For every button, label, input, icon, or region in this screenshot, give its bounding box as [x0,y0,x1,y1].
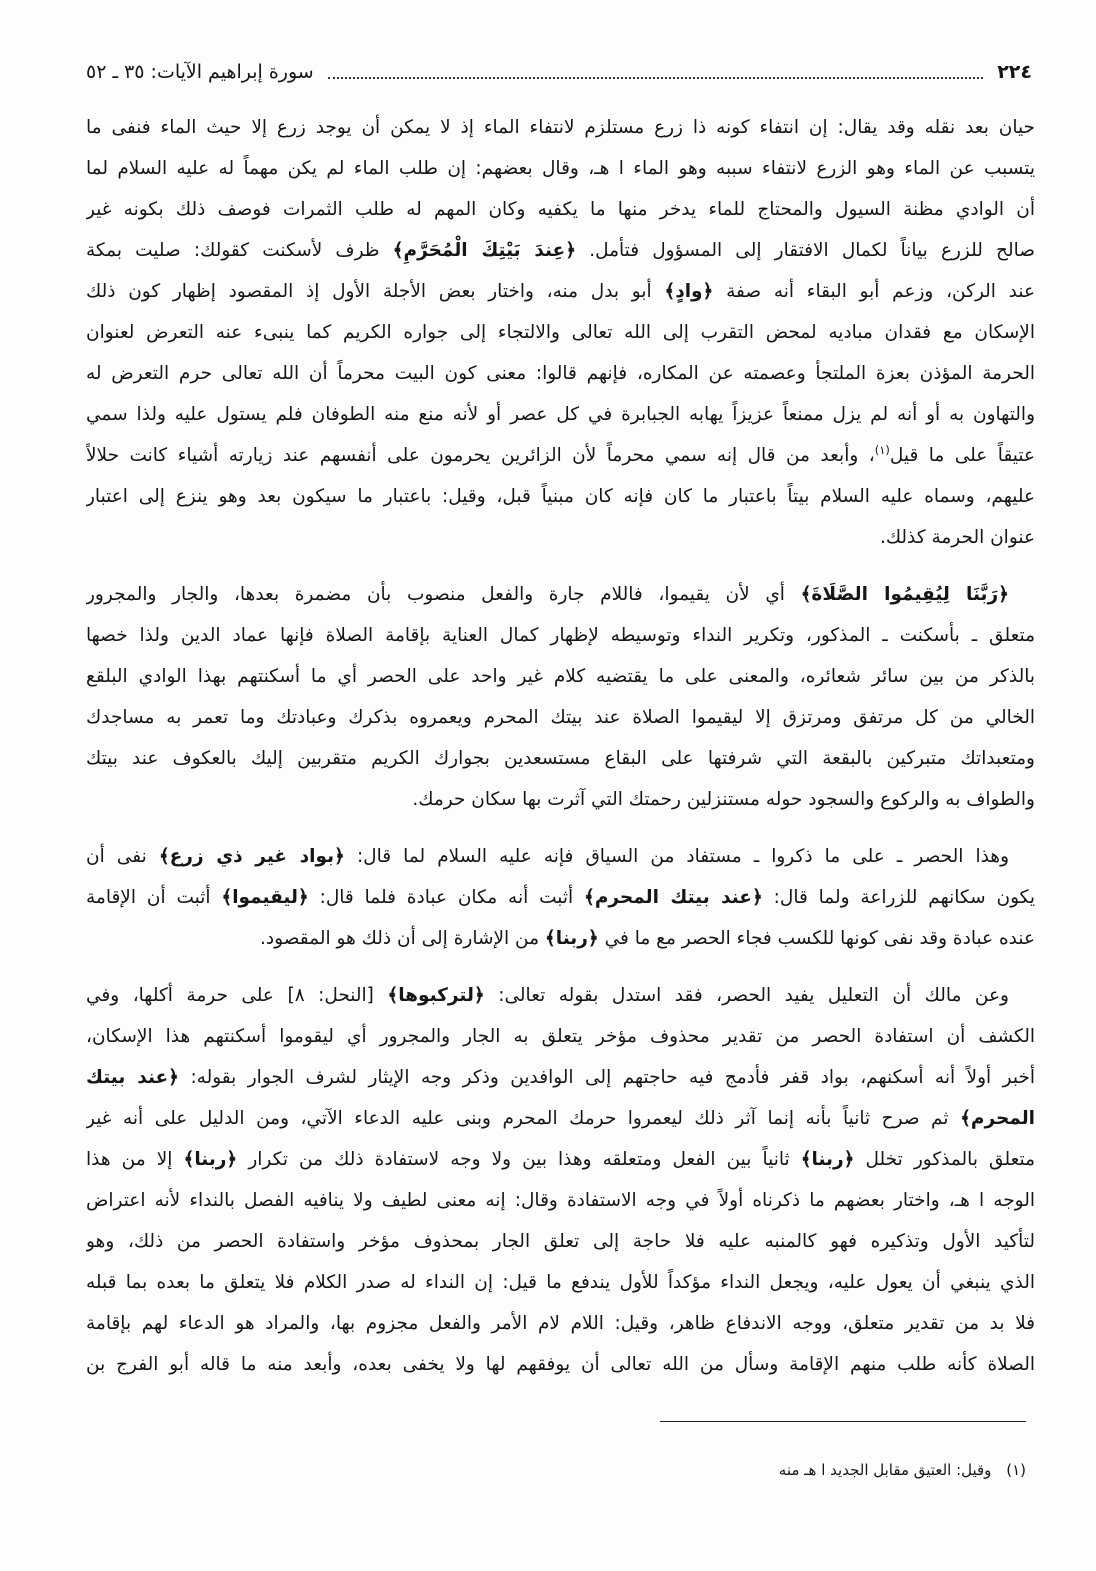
quran-quote: ﴿بواد غير ذي زرع﴾ [158,846,345,867]
text-run: الإسكان مع فقدان مباديه لمحض التقرب إلى الله تعالى والالتجاء إلى جواره الكريم كما ينبىء عنه التعرض لعنوان [86,322,1035,343]
text-line [86,877,1035,918]
text-run: الصلاة كأنه طلب منهم الإقامة وسأل من الله تعالى أن يوفقهم لها ولا يخفى بعده، وأبعد منه ما قاله أبو الفرج بن [86,1354,1035,1375]
text-line [86,1016,1035,1057]
text-line [86,1344,1035,1385]
text-run: عتيقاً على ما قيل [889,445,1035,466]
text-line [86,107,1035,148]
text-line [86,435,1035,476]
running-title: سورة إبراهيم الآيات: ٣٥ ـ ٥٢ [86,61,314,83]
text-run: وهذا الحصر ـ على ما ذكروا ـ مستفاد من السياق فإنه عليه السلام لما قال: [344,846,1010,867]
quran-quote: المحرم﴾ [960,1108,1035,1129]
footnote-text: وقيل: العتيق مقابل الجديد ا هـ منه [778,1461,992,1479]
text-run: نفى أن [86,846,159,867]
text-line [86,738,1035,779]
text-line [86,697,1035,738]
text-run: والتهاون به أو أنه لم يزل ممنعاً عزيزاً يهابه الجبابرة في كل عصر أو لأنه منع منه الطوفان فلم يستول عليه ولذا سمي [86,404,1035,425]
text-run: أبو بدل منه، واختار بعض الأجلة الأول إذ المقصود إظهار كون ذلك [86,281,665,302]
text-run: عنوان الحرمة كذلك. [879,527,1035,548]
text-run: عليهم، وسماه عليه السلام بيتاً باعتبار ما كان فإنه كان مبنياً قبل، وقيل: باعتبار ما سيكون بعد وهو ينزع إلى اعتبار [86,486,1035,507]
text-run: أن الوادي مظنة السيول والمحتاج للماء يدخر منها ما يكفيه وكان المهم له طلب الثمرات فوصف ذلك بكونه غير [86,199,1035,220]
text-run: أثبت أن الإقامة [86,887,222,908]
text-run: أخبر أولاً أنه أسكنهم، بواد قفر فأدمج فيه حاجتهم إلى الوافدين وذكر وجه الإيثار لشرف الجوار بقوله: [179,1067,1035,1088]
text-line [86,836,1035,877]
text-run: [النحل: ٨] على حرمة أكلها، وفي [86,985,388,1006]
text-run: حيان بعد نقله وقد يقال: إن انتفاء كونه ذا زرع مستلزم لانتفاء الماء إذ لا يمكن أن يوجد زرع إلا حيث الماء فنفى ما [86,117,1035,138]
quran-quote: ﴿وادٍ﴾ [664,281,714,302]
footnotes [560,1456,1026,1484]
quran-quote: ﴿عند بيتك المحرم﴾ [584,887,763,908]
footnote-marker: (١) [874,442,890,457]
running-header [86,58,1032,86]
text-run: وعن مالك أن التعليل يفيد الحصر، فقد استدل بقوله تعالى: [484,985,1009,1006]
text-run: الذي ينبغي أن يعول عليه، ويجعل النداء مؤكداً للأول يندفع ما قيل: إن النداء له صدر الكلام فلا يتعلق ما بعده بما قبله [86,1272,1035,1293]
paragraph [86,574,1035,820]
text-line [86,517,1035,558]
text-run: بالذكر من بين سائر شعائره، والمعنى على ما يقتضيه كلام غير واحد على الحصر أي ما أسكنتهم بهذا الوادي البلقع [86,666,1035,687]
text-line [86,476,1035,517]
main-text [86,107,1035,1385]
text-line [86,1098,1035,1139]
paragraph [86,107,1035,558]
text-run: إلا من هذا [86,1149,184,1170]
quran-quote: ﴿عِندَ بَيْتِكَ الْمُحَرَّمِ﴾ [392,240,577,261]
text-line [86,312,1035,353]
text-run: فلا بد من تقدير متعلق، ووجه الاندفاع ظاهر، وقيل: اللام لام الأمر والفعل مجزوم بها، والمراد هو الدعاء لهم بإقامة [86,1313,1035,1334]
text-line [86,394,1035,435]
text-run: يتسبب عن الماء وهو الزرع لانتفاء سببه وهو الماء ا هـ، وقال بعضهم: إن طلب الماء لم يكن مهماً له عليه السلام لما [86,158,1035,179]
text-line [86,918,1035,959]
quran-quote: ﴿لتركبوها﴾ [387,985,485,1006]
dot-leader [328,77,984,79]
text-line [86,189,1035,230]
text-line [86,779,1035,820]
text-run: الوجه ا هـ، واختار بعضهم ما ذكرناه أولاً في وجه الاستفادة وقال: إنه معنى لطيف ولا ينافيه الفصل بالنداء لأنه اعتراض [86,1190,1035,1211]
quran-quote: ﴿ربنا﴾ [183,1149,238,1170]
text-run: من الإشارة إلى أن ذلك هو المقصود. [260,928,545,949]
text-run: أي لأن يقيموا، فاللام جارة والفعل منصوب بأن مضمرة بعدها، والجار والمجرور [86,584,801,605]
paragraph [86,975,1035,1385]
text-run: ، وأبعد من قال إنه سمي محرماً لأن الزائرين يحرمون على أنفسهم عند زيارته أشياء كانت حلالاً [86,445,875,466]
text-line [86,1139,1035,1180]
footnote-number: (١) [1006,1461,1026,1479]
text-run: ثم صرح ثانياً بأنه إنما آثر ذلك ليعمروا حرمك المحرم وبنى عليه الدعاء الآتي، ومن الدليل على أنه غير [86,1108,961,1129]
text-line [86,230,1035,271]
text-run: ثانياً بين الفعل ومتعلقه وهذا بين ولا وجه لاستفادة ذلك من تكرار [237,1149,801,1170]
text-line [86,574,1035,615]
text-run: لتأكيد الأول وتذكيره فهو كالمنبه عليه فلا حاجة إلى تعلق الجار بمحذوف مؤخر واستفادة الحصر من ذلك، وهو [86,1231,1035,1252]
quran-quote: ﴿عند بيتك [86,1067,179,1088]
text-line [86,615,1035,656]
text-run: يكون سكانهم للزراعة ولما قال: [762,887,1035,908]
page-number: ٢٢٤ [997,61,1032,83]
quran-quote: ﴿ربنا﴾ [544,928,599,949]
text-run: متعلق ـ بأسكنت ـ المذكور، وتكرير النداء وتوسيطه لإظهار كمال العناية بإقامة الصلاة فإنها عماد الدين ولذا خصها [86,625,1035,646]
text-run: الخالي من كل مرتفق ومرتزق إلا ليقيموا الصلاة عند بيتك المحرم ويعمروه بذكرك وعبادتك وما تعمر به مساجدك [86,707,1035,728]
text-line [86,1303,1035,1344]
text-run: عند الركن، وزعم أبو البقاء أنه صفة [713,281,1035,302]
text-line [86,148,1035,189]
text-run: ومتعبداتك متبركين بالبقعة التي شرفتها على البقاع مستسعدين بجوارك الكريم متقربين إليك بالعكوف عند بيتك [86,748,1035,769]
text-line [86,1180,1035,1221]
text-run: ظرف لأسكنت كقولك: صليت بمكة [86,240,393,261]
quran-quote: ﴿ربنا﴾ [800,1149,855,1170]
text-line [86,1057,1035,1098]
text-line [86,271,1035,312]
text-run: الكشف أن استفادة الحصر من تقدير محذوف مؤخر يتعلق به الجار والمجرور أي ليقوموا أسكنتهم هذا الإسكان، [86,1026,1035,1047]
quran-quote: ﴿رَبَّنَا لِيُقِيمُوا الصَّلَاةَ﴾ [800,584,1009,605]
text-line [86,975,1035,1016]
text-run: أثبت أنه مكان عبادة فلما قال: [308,887,585,908]
footnote [560,1456,1026,1484]
text-line [86,1221,1035,1262]
text-run: الحرمة المؤذن بعزة الملتجأ وعصمته عن المكاره، فإنهم قالوا: معنى كون البيت محرماً أن الله تعالى حرم التعرض له [86,363,1035,384]
text-line [86,353,1035,394]
text-line [86,656,1035,697]
text-run: عنده عبادة وقد نفى كونها للكسب فجاء الحصر مع ما في [598,928,1035,949]
text-run: والطواف به والركوع والسجود حوله مستنزلين رحمتك التي آثرت بها سكان حرمك. [412,789,1035,810]
quran-quote: ﴿ليقيموا﴾ [221,887,309,908]
paragraph [86,836,1035,959]
footnote-separator [660,1421,1026,1422]
text-run: صالح للزرع بياناً لكمال الافتقار إلى المسؤول فتأمل. [576,240,1035,261]
text-line [86,1262,1035,1303]
text-run: متعلق بالمذكور تخلل [854,1149,1035,1170]
